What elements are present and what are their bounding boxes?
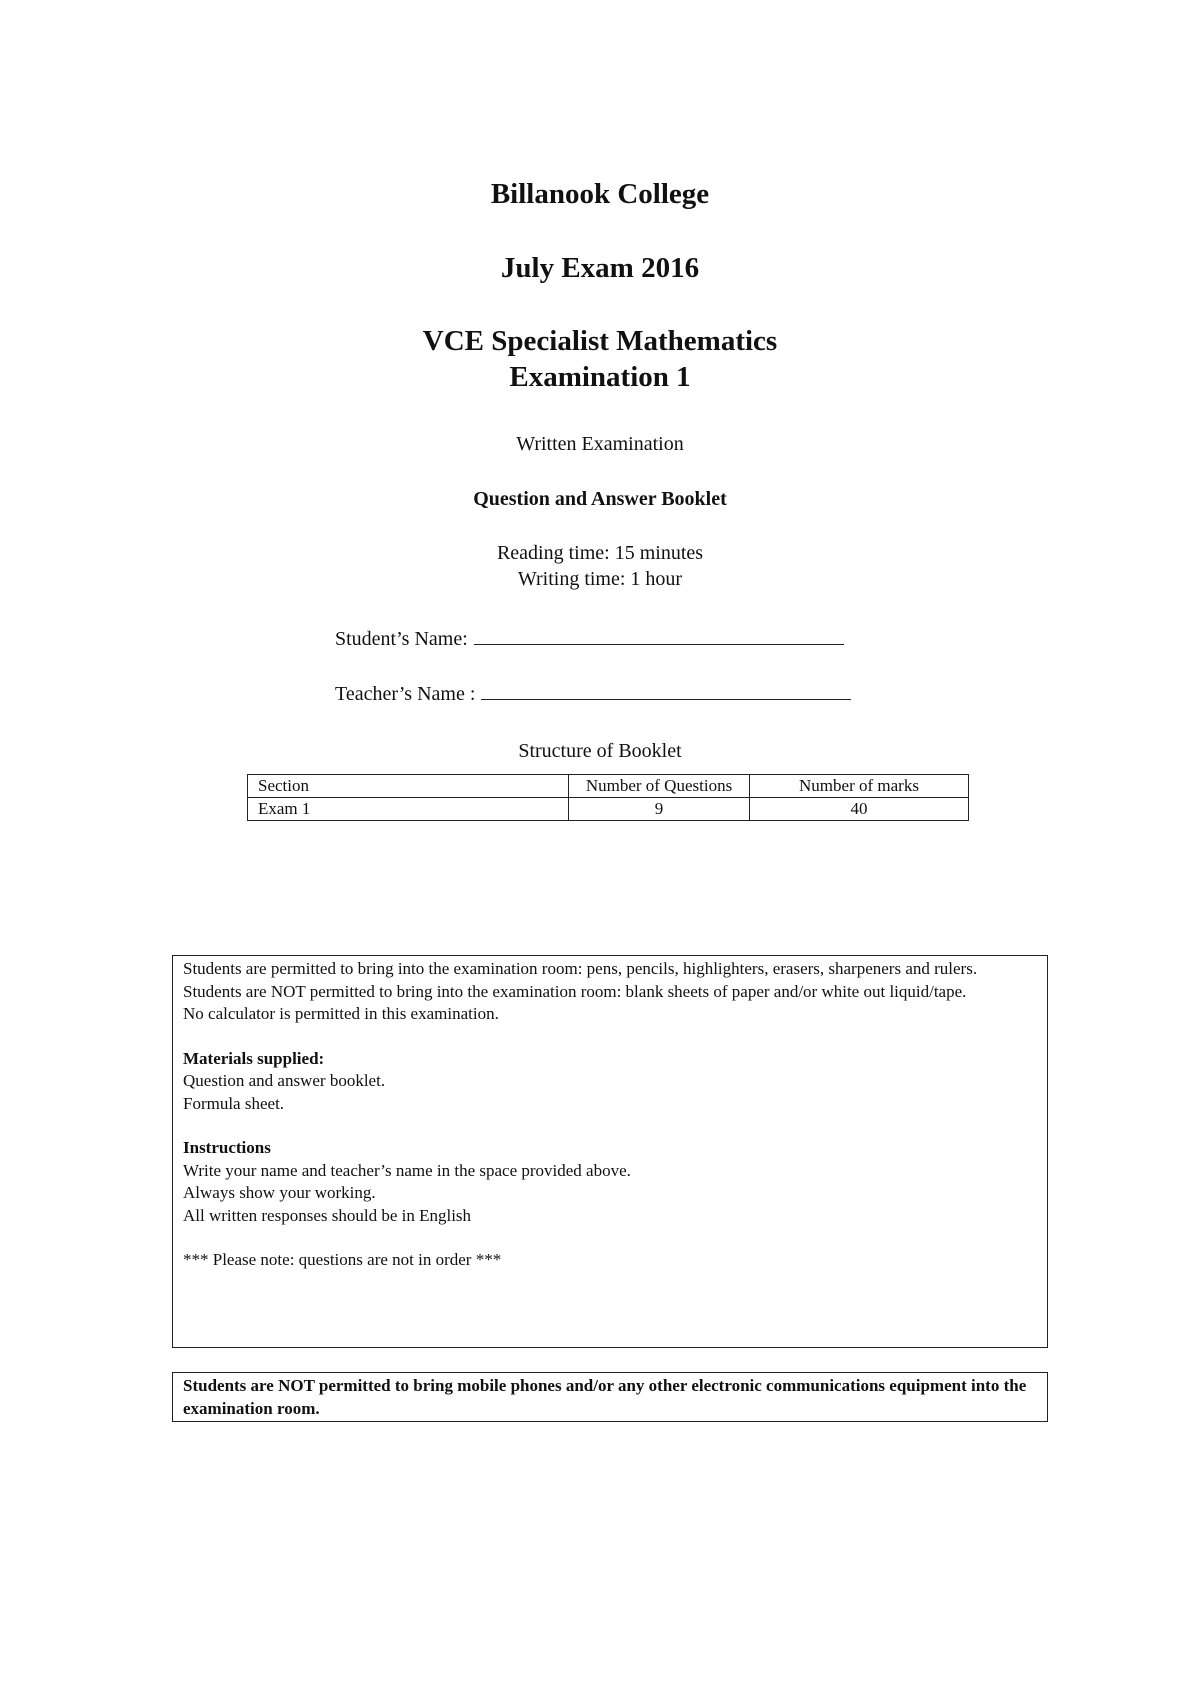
header-marks: Number of marks bbox=[750, 775, 969, 798]
material-item: Formula sheet. bbox=[183, 1093, 285, 1113]
exam-type: Written Examination bbox=[516, 433, 684, 455]
instructions-heading: Instructions bbox=[183, 1138, 271, 1157]
booklet-type: Question and Answer Booklet bbox=[473, 488, 727, 510]
structure-title: Structure of Booklet bbox=[518, 740, 682, 762]
row-section: Exam 1 bbox=[248, 798, 569, 821]
teacher-name-label: Teacher’s Name : bbox=[335, 683, 476, 705]
examination-number: Examination 1 bbox=[509, 361, 691, 393]
phones-warning-box bbox=[172, 1372, 1048, 1422]
reading-time: Reading time: 15 minutes bbox=[496, 542, 704, 564]
instruction-item: Write your name and teacher’s name in the space provided above. bbox=[183, 1160, 631, 1180]
order-note: *** Please note: questions are not in order *** bbox=[183, 1250, 502, 1269]
student-name-line[interactable] bbox=[474, 628, 844, 645]
teacher-name-line[interactable] bbox=[481, 683, 851, 700]
not-permitted-items: Students are NOT permitted to bring into the examination room: blank sheets of paper and/or white out liquid/tape. bbox=[183, 981, 967, 1001]
student-name-label: Student’s Name: bbox=[335, 628, 468, 650]
writing-time: Writing time: 1 hour bbox=[517, 568, 683, 590]
header-questions: Number of Questions bbox=[569, 775, 750, 798]
teacher-name-field bbox=[335, 681, 851, 707]
structure-row bbox=[248, 798, 969, 821]
instruction-item: All written responses should be in English bbox=[183, 1205, 472, 1225]
exam-title: July Exam 2016 bbox=[500, 252, 700, 284]
permitted-items: Students are permitted to bring into the examination room: pens, pencils, highlighters, erasers, sharpeners and rulers. bbox=[183, 959, 978, 978]
subject-title: VCE Specialist Mathematics bbox=[422, 325, 778, 357]
school-name: Billanook College bbox=[490, 178, 710, 210]
structure-header-row bbox=[248, 775, 969, 798]
row-marks: 40 bbox=[750, 798, 969, 821]
phones-warning: Students are NOT permitted to bring mobile phones and/or any other electronic communications equipment into the examination room. bbox=[183, 1376, 1027, 1418]
row-questions: 9 bbox=[569, 798, 750, 821]
student-name-field bbox=[335, 626, 844, 652]
structure-table bbox=[247, 774, 969, 821]
instruction-item: Always show your working. bbox=[183, 1183, 376, 1202]
material-item: Question and answer booklet. bbox=[183, 1071, 386, 1090]
instructions-box bbox=[172, 955, 1048, 1348]
header-section: Section bbox=[248, 775, 569, 798]
no-calculator-note: No calculator is permitted in this examination. bbox=[183, 1004, 499, 1023]
materials-heading: Materials supplied: bbox=[183, 1048, 325, 1068]
